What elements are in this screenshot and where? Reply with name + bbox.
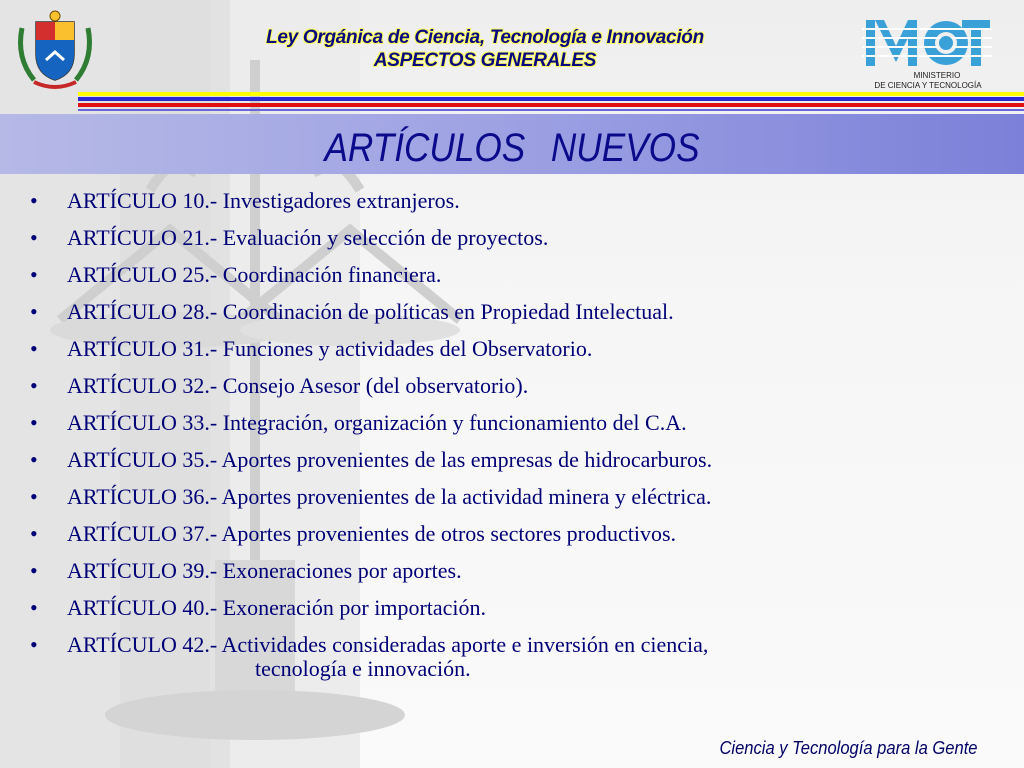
stripe-blue — [78, 97, 1024, 101]
article-text: ARTÍCULO 33.- Integración, organización y funcionamiento del C.A. — [67, 410, 687, 435]
list-item — [0, 219, 1024, 256]
list-item — [0, 441, 1024, 478]
stripe-red — [78, 103, 1024, 107]
bullet: • — [30, 410, 38, 435]
bullet: • — [30, 262, 38, 287]
bullet: • — [30, 595, 38, 620]
article-text: ARTÍCULO 42.- Actividades consideradas aporte e inversión en ciencia, — [67, 632, 709, 657]
bullet: • — [30, 521, 38, 546]
list-item — [0, 367, 1024, 404]
bullet: • — [30, 299, 38, 324]
bullet: • — [30, 632, 38, 657]
bullet: • — [30, 188, 38, 213]
article-text: ARTÍCULO 31.- Funciones y actividades del Observatorio. — [67, 336, 593, 361]
article-text: ARTÍCULO 40.- Exoneración por importación. — [67, 595, 487, 620]
list-item — [0, 293, 1024, 330]
bullet: • — [30, 225, 38, 250]
list-item — [0, 256, 1024, 293]
list-item — [0, 552, 1024, 589]
list-item — [0, 404, 1024, 441]
ministry-line-1: MINISTERIO — [913, 71, 961, 80]
article-text: ARTÍCULO 25.- Coordinación financiera. — [67, 262, 442, 287]
bullet: • — [30, 447, 38, 472]
article-text: ARTÍCULO 28.- Coordinación de políticas en Propiedad Intelectual. — [67, 299, 674, 324]
stripe-yellow — [78, 92, 1024, 96]
coat-of-arms-icon — [12, 8, 98, 94]
bullet: • — [30, 558, 38, 583]
bullet: • — [30, 336, 38, 361]
list-item — [0, 515, 1024, 552]
footer-slogan: Ciencia y Tecnología para la Gente — [719, 738, 978, 758]
flag-stripes — [78, 92, 1024, 114]
list-item — [0, 589, 1024, 626]
slide-header-title — [200, 26, 770, 72]
article-text: ARTÍCULO 37.- Aportes provenientes de otros sectores productivos. — [67, 521, 677, 546]
article-text: ARTÍCULO 32.- Consejo Asesor (del observatorio). — [67, 373, 529, 398]
bullet: • — [30, 484, 38, 509]
list-item — [0, 330, 1024, 367]
header-title-line-2: ASPECTOS GENERALES — [373, 50, 597, 71]
section-title: ARTÍCULOS NUEVOS — [324, 126, 700, 170]
article-text: ARTÍCULO 21.- Evaluación y selección de proyectos. — [67, 225, 549, 250]
article-text: ARTÍCULO 39.- Exoneraciones por aportes. — [67, 558, 462, 583]
header-title-line-1: Ley Orgánica de Ciencia, Tecnología e Innovación — [266, 27, 704, 48]
ministry-label — [862, 71, 994, 91]
list-item — [0, 626, 1024, 686]
ministry-line-2: DE CIENCIA Y TECNOLOGÍA — [874, 81, 982, 90]
article-text-continuation: tecnología e innovación. — [255, 656, 471, 681]
header — [0, 0, 1024, 110]
articles-list — [0, 182, 1024, 686]
article-text: ARTÍCULO 36.- Aportes provenientes de la actividad minera y eléctrica. — [67, 484, 712, 509]
stripe-blue-thin — [78, 109, 1024, 111]
bullet: • — [30, 373, 38, 398]
list-item — [0, 182, 1024, 219]
list-item — [0, 478, 1024, 515]
article-text: ARTÍCULO 10.- Investigadores extranjeros. — [67, 188, 460, 213]
article-text: ARTÍCULO 35.- Aportes provenientes de las empresas de hidrocarburos. — [67, 447, 713, 472]
